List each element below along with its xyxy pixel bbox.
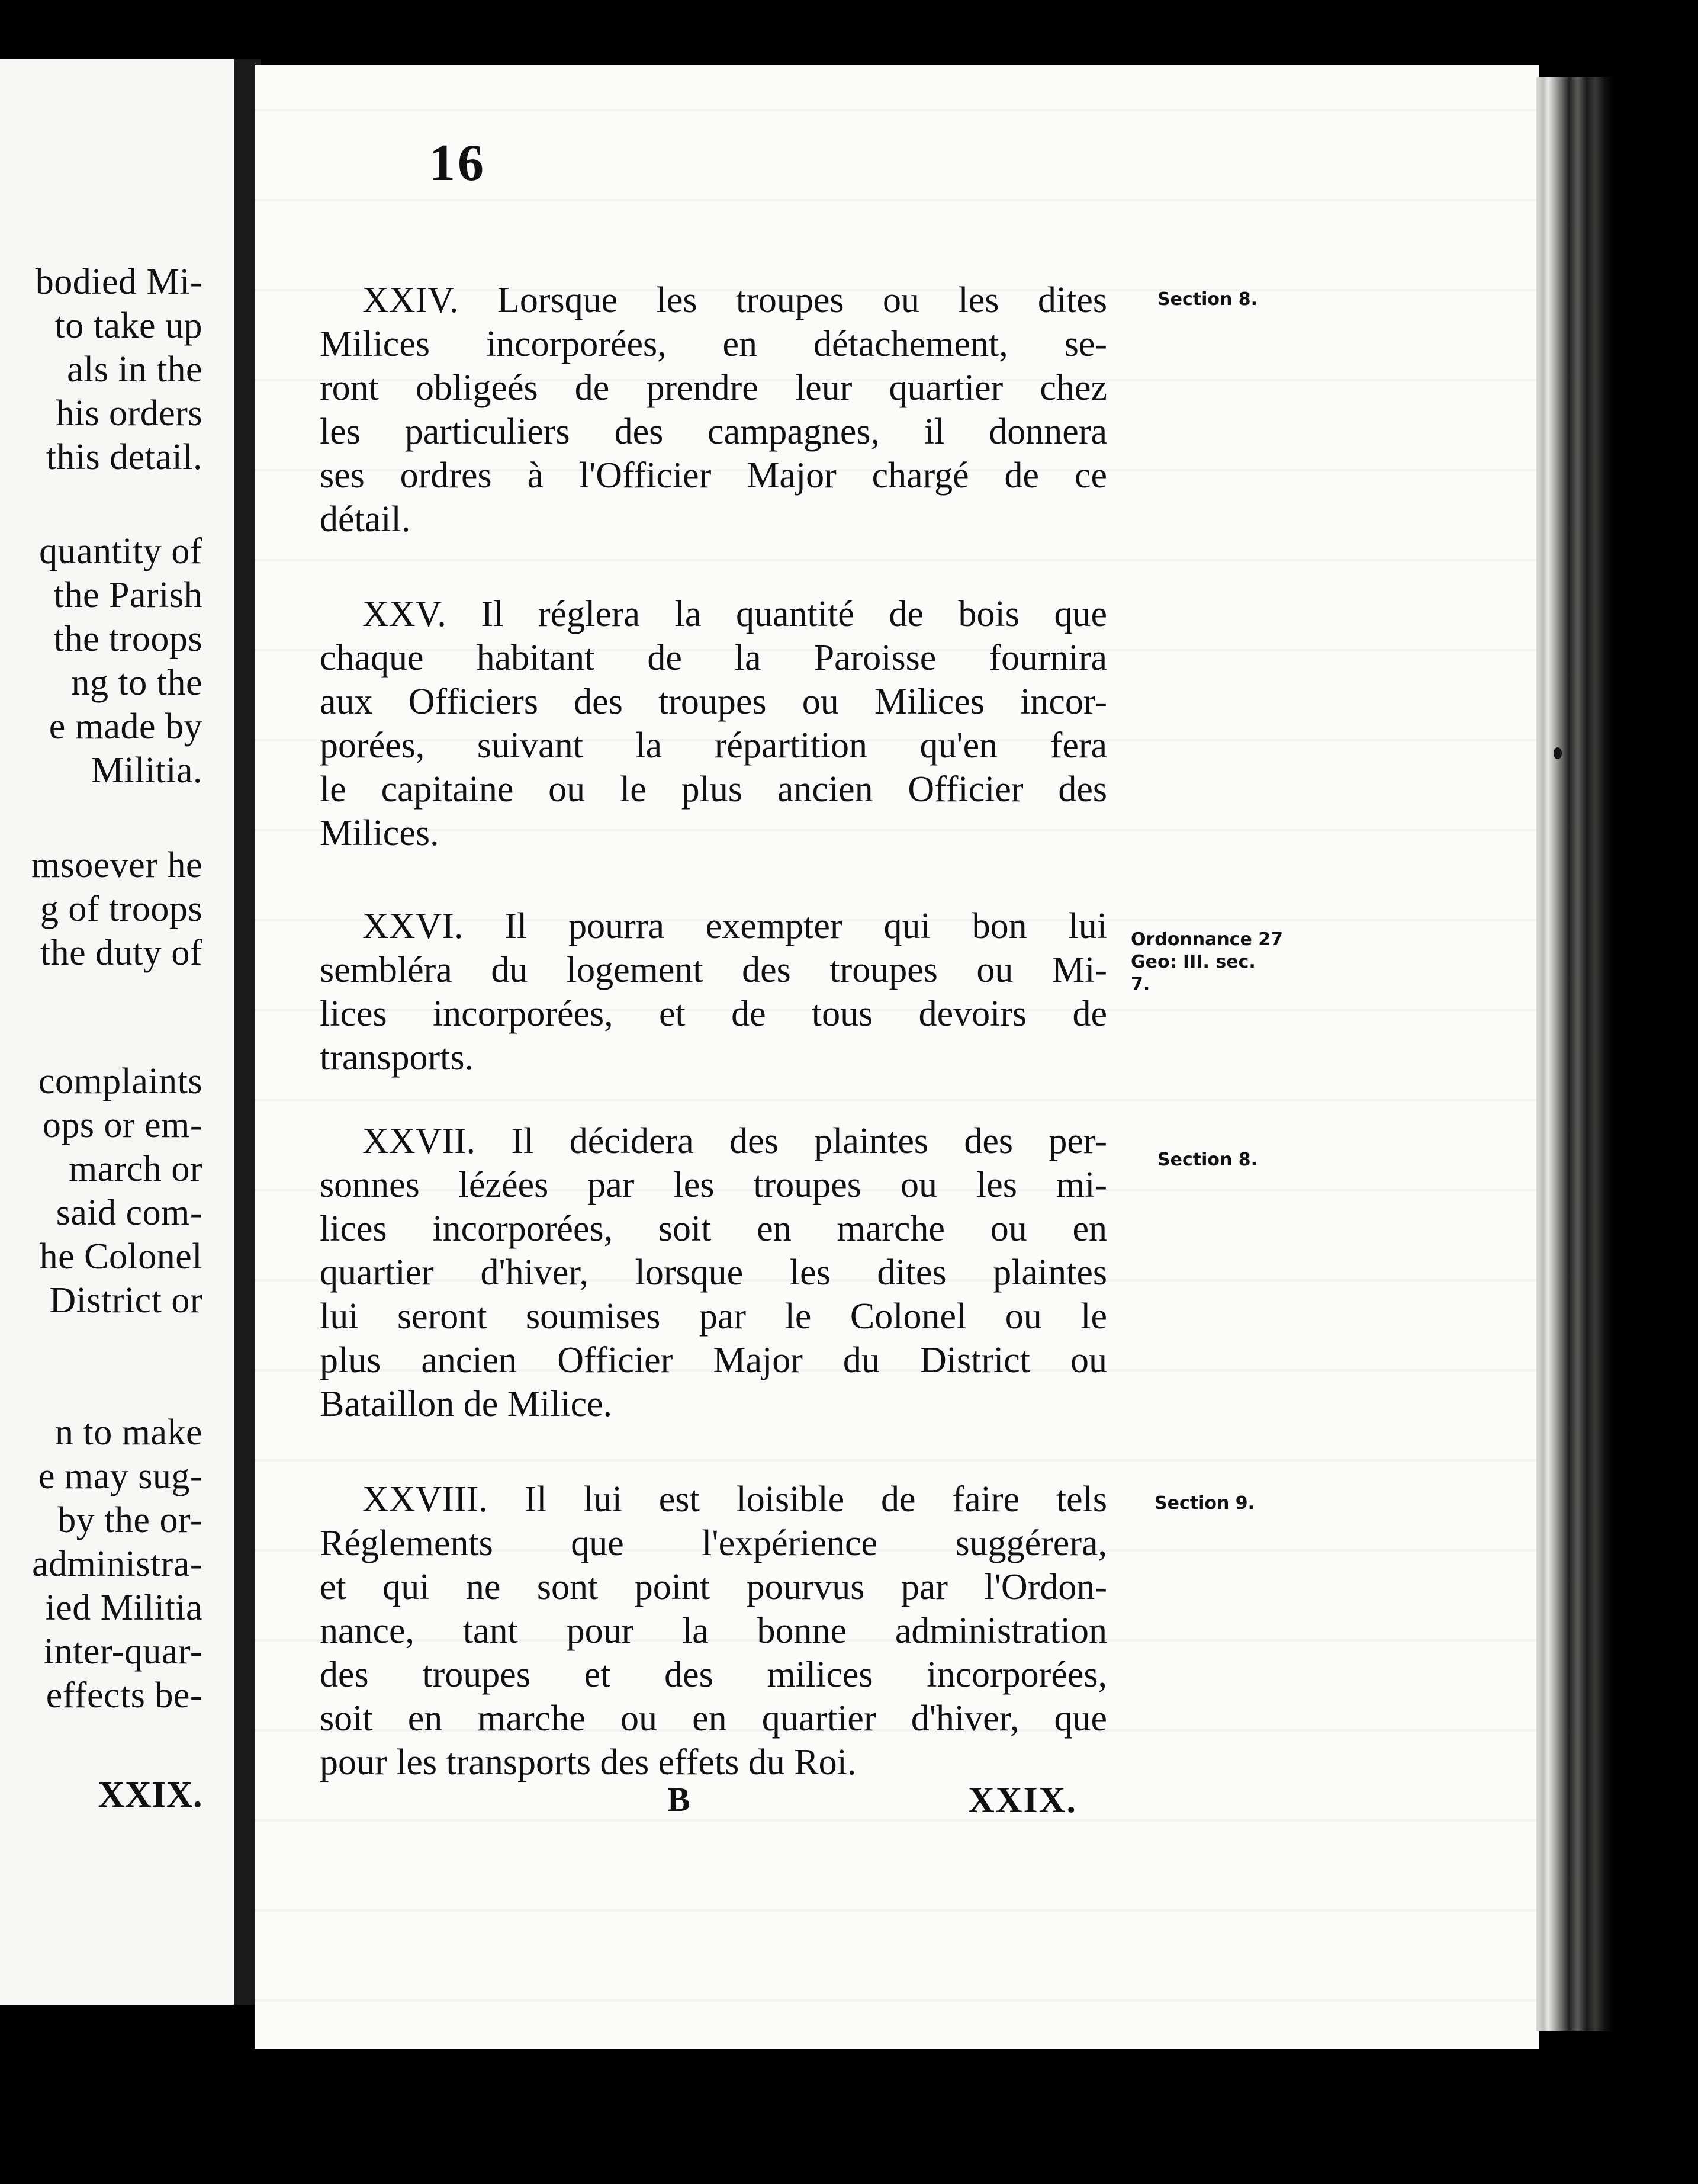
left-line: als in the (67, 349, 202, 390)
left-line: effects be- (46, 1675, 202, 1716)
text-line: le capitaine ou le plus ancien Officier des (320, 769, 1107, 810)
left-line: bodied Mi- (35, 262, 202, 302)
left-line: quantity of (39, 531, 202, 571)
text-line: lices incorporées, et de tous devoirs de (320, 994, 1107, 1034)
left-catchword: XXIX. (98, 1775, 202, 1815)
text-line: porées, suivant la répartition qu'en fera (320, 725, 1107, 766)
text-line: plus ancien Officier Major du District ou (320, 1340, 1107, 1380)
catchword: XXIX. (968, 1780, 1077, 1820)
page-number: 16 (429, 134, 486, 192)
left-line: n to make (55, 1412, 202, 1453)
text-line: Réglements que l'expérience suggérera, (320, 1523, 1107, 1563)
left-line: complaints (38, 1061, 202, 1101)
text-line: quartier d'hiver, lorsque les dites plaintes (320, 1252, 1107, 1293)
left-line: by the or- (57, 1500, 202, 1540)
left-line: the duty of (40, 933, 202, 973)
left-line: ng to the (71, 663, 202, 703)
left-line: this detail. (46, 437, 202, 477)
margin-note-sec-7: 7. (1131, 974, 1150, 995)
left-line: march or (68, 1149, 202, 1189)
text-line: lices incorporées, soit en marche ou en (320, 1209, 1107, 1249)
left-line: he Colonel (39, 1236, 202, 1277)
text-line: nance, tant pour la bonne administration (320, 1611, 1107, 1651)
page-edge (1536, 77, 1613, 2031)
text-line: XXIV. Lorsque les troupes ou les dites (362, 280, 1107, 320)
text-line: Bataillon de Milice. (320, 1384, 613, 1424)
left-line: the troops (53, 619, 202, 659)
text-line: aux Officiers des troupes ou Milices incor- (320, 682, 1107, 722)
left-line: ops or em- (42, 1105, 202, 1145)
text-line: Milices incorporées, en détachement, se- (320, 324, 1107, 364)
margin-note-section-9: Section 9. (1154, 1493, 1255, 1514)
left-line: Militia. (91, 750, 202, 791)
left-line: e may sug- (38, 1456, 202, 1496)
text-line: et qui ne sont point pourvus par l'Ordon- (320, 1567, 1107, 1607)
signature-mark: B (667, 1780, 690, 1819)
text-line: lui seront soumises par le Colonel ou le (320, 1296, 1107, 1337)
left-line: ied Militia (45, 1588, 202, 1628)
edge-mark (1554, 747, 1562, 759)
margin-note-ordonnance: Ordonnance 27 (1131, 929, 1284, 950)
left-line: said com- (56, 1193, 202, 1233)
margin-note-section-8b: Section 8. (1157, 1149, 1258, 1170)
left-line: g of troops (40, 889, 202, 929)
left-line: to take up (54, 306, 202, 346)
text-line: Milices. (320, 813, 439, 853)
text-line: détail. (320, 499, 411, 539)
margin-note-geo-iii: Geo: III. sec. (1131, 952, 1256, 972)
text-line: des troupes et des milices incorporées, (320, 1655, 1107, 1695)
margin-note-section-8: Section 8. (1157, 289, 1258, 310)
text-line: XXVIII. Il lui est loisible de faire tels (362, 1479, 1107, 1520)
left-line: e made by (49, 706, 202, 747)
left-line: District or (49, 1280, 202, 1321)
text-line: les particuliers des campagnes, il donnera (320, 412, 1107, 452)
text-line: ses ordres à l'Officier Major chargé de ce (320, 455, 1107, 496)
text-line: XXVI. Il pourra exempter qui bon lui (362, 906, 1107, 946)
text-line: transports. (320, 1038, 474, 1078)
left-line: administra- (32, 1544, 202, 1584)
text-line: sonnes lézées par les troupes ou les mi- (320, 1165, 1107, 1205)
left-line: the Parish (53, 575, 202, 615)
text-line: ront obligeés de prendre leur quartier chez (320, 368, 1107, 408)
text-line: sembléra du logement des troupes ou Mi- (320, 950, 1107, 990)
left-line: msoever he (31, 845, 202, 885)
left-line: inter-quar- (43, 1631, 202, 1672)
text-line: pour les transports des effets du Roi. (320, 1742, 857, 1782)
text-line: XXVII. Il décidera des plaintes des per- (362, 1121, 1107, 1161)
left-line: his orders (56, 393, 202, 433)
text-line: soit en marche ou en quartier d'hiver, que (320, 1698, 1107, 1739)
left-page (0, 59, 234, 2005)
text-line: XXV. Il réglera la quantité de bois que (362, 594, 1107, 634)
text-line: chaque habitant de la Paroisse fournira (320, 638, 1107, 678)
